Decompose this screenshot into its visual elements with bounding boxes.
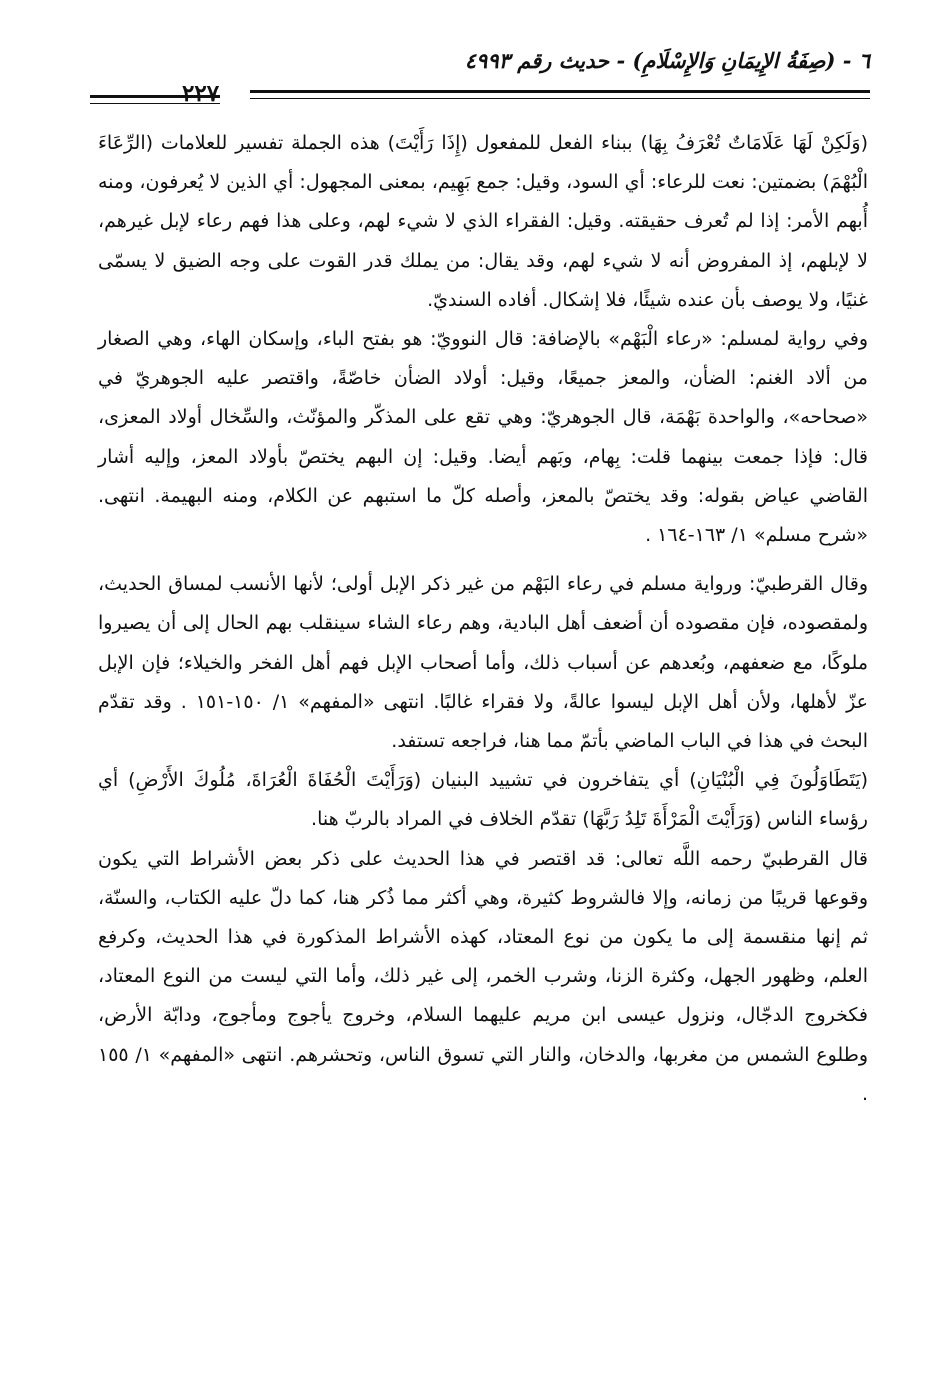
paragraph: وفي رواية لمسلم: «رعاء الْبَهْم» بالإضافة: قال النوويّ: هو بفتح الباء، وإسكان الهاء، وهي الصغار من ألاد الغنم: الضأن، والمعز جميعًا، وقيل: أولاد الضأن خاصّةً، واقتصر عليه الجوهريّ في «صحاحه»، والواحدة بَهْمَة، قال الجوهريّ: وهي تقع على المذكّر والمؤنّث، والسِّخال أولاد المعزى، قال: فإذا جمعت بينهما قلت: بِهام، وبَهم أيضا. وقيل: إن البهم يختصّ بأولاد المعز، وإليه أشار القاضي عياض بقوله: وقد يختصّ بالمعز، وأصله كلّ ما استبهم عن الكلام، ومنه البهيمة. انتهى. «شرح مسلم» ١/ ١٦٣-١٦٤ . [98, 328, 868, 547]
running-header-title: ٦ - (صِفَةُ الإِيمَانِ وَالإِسْلَامِ) - حديث رقم ٤٩٩٣ [464, 48, 870, 73]
header-rule-left [90, 95, 220, 104]
main-text [98, 124, 868, 1114]
paragraph: قال القرطبيّ رحمه اللَّه تعالى: قد اقتصر في هذا الحديث على ذكر بعض الأشراط التي يكون وقوعها قريبًا من زمانه، وإلا فالشروط كثيرة، وهي أكثر مما ذُكر هنا، كما دلّ عليه الكتاب، والسنّة، ثم إنها منقسمة إلى ما يكون من نوع المعتاد، كهذه الأشراط المذكورة في هذا الحديث، وكرفع العلم، وظهور الجهل، وكثرة الزنا، وشرب الخمر، إلى غير ذلك، وأما التي ليست من النوع المعتاد، فكخروج الدجّال، ونزول عيسى ابن مريم عليهما السلام، وخروج يأجوج ومأجوج، ودابّة الأرض، وطلوع الشمس من مغربها، والدخان، والنار التي تسوق الناس، وتحشرهم. انتهى «المفهم» ١/ ١٥٥ . [98, 847, 868, 1105]
paragraph: (وَلَكِنْ لَهَا عَلَامَاتٌ تُعْرَفُ بِهَا) ببناء الفعل للمفعول (إِذَا رَأَيْتَ) هذه الجملة تفسير للعلامات (الرِّعَاءَ الْبُهْمَ) بضمتين: نعت للرعاء: أي السود، وقيل: جمع بَهِيم، بمعنى المجهول: أي الذين لا يُعرفون، ومنه أُبهم الأمر: إذا لم تُعرف حقيقته. وقيل: الفقراء الذي لا شيء لهم، وعلى هذا فهم رعاء لإبل غيرهم، لا لإبلهم، إذ المفروض أنه لا شيء لهم، وقد يقال: من يملك قدر القوت على وجه الضيق لا يسمّى غنيًا، ولا يوصف بأن عنده شيئًا، فلا إشكال. أفاده السنديّ. [98, 132, 868, 311]
paragraph: (يَتَطَاوَلُونَ فِي الْبُنْيَانِ) أي يتفاخرون في تشييد البنيان (وَرَأَيْتَ الْحُفَاةَ الْعُرَاةَ، مُلُوكَ الأَرْضِ) أي رؤساء الناس (وَرَأَيْتَ الْمَرْأَةَ تَلِدُ رَبَّهَا) تقدّم الخلاف في المراد بالربّ هنا. [98, 769, 868, 831]
page-number: ٢٢٧ [182, 80, 220, 107]
paragraph: وقال القرطبيّ: ورواية مسلم في رعاء البَهْم من غير ذكر الإبل أولى؛ لأنها الأنسب لمساق الحديث، ولمقصوده، فإن مقصوده أن أضعف أهل البادية، وهم رعاء الشاء سينقلب بهم الحال إلى أن يصيروا ملوكًا، مع ضعفهم، وبُعدهم عن أسباب ذلك، وأما أصحاب الإبل فهم أهل الفخر والخيلاء؛ فإن الإبل عزّ لأهلها، ولأن أهل الإبل ليسوا عالةً، ولا فقراء غالبًا. انتهى «المفهم» ١/ ١٥٠-١٥١ . وقد تقدّم البحث في هذا في الباب الماضي بأتمّ مما هنا، فراجعه تستفد. [98, 573, 868, 753]
header-rule [250, 90, 870, 99]
